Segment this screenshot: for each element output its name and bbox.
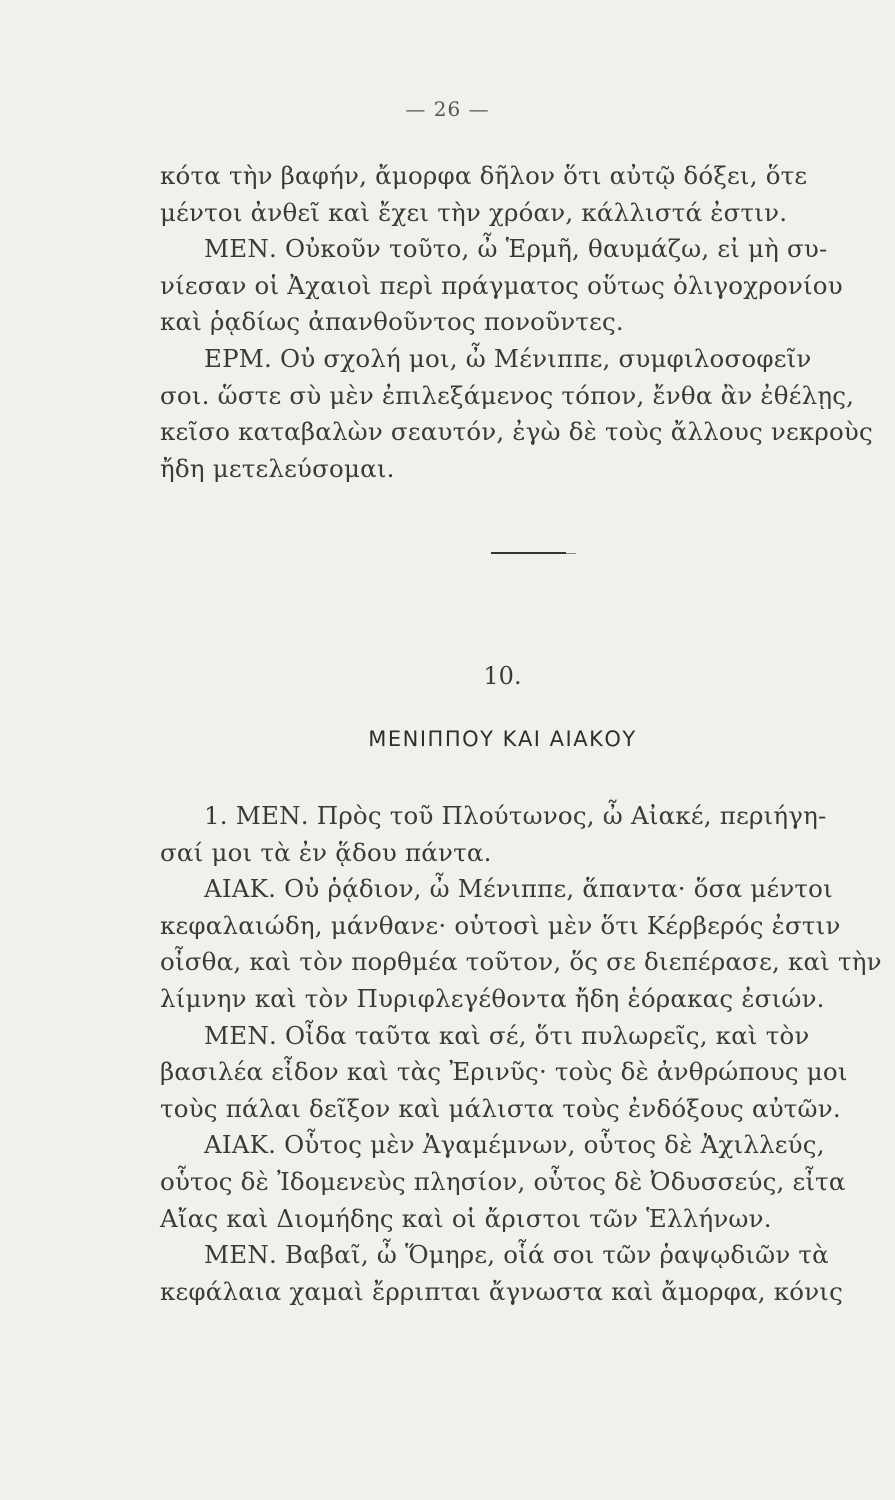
section-title: ΜΕΝΙΠΠΟΥ ΚΑΙ ΑΙΑΚΟΥ	[368, 727, 637, 751]
text-block-dialogue	[160, 798, 882, 1310]
text-line: νίεσαν οἱ Ἀχαιοὶ περὶ πράγματος οὕτως ὀλιγοχρονίου	[160, 270, 843, 300]
text-line: ΑΙΑΚ. Οὐ ῥᾴδιον, ὦ Μένιππε, ἅπαντα· ὅσα μέντοι	[204, 874, 833, 904]
text-line: ΜΕΝ. Οἶδα ταῦτα καὶ σέ, ὅτι πυλωρεῖς, καὶ τὸν	[204, 1020, 810, 1050]
text-line: σαί μοι τὰ ἐν ᾅδου πάντα.	[160, 837, 492, 867]
section-number: 10.	[483, 662, 522, 690]
text-line: οὗτος δὲ Ἰδομενεὺς πλησίον, οὗτος δὲ Ὀδυσσεύς, εἶτα	[160, 1166, 846, 1196]
text-line: ΕΡΜ. Οὐ σχολή μοι, ὦ Μένιππε, συμφιλοσοφεῖν	[204, 343, 812, 373]
text-line: καὶ ῥᾳδίως ἀπανθοῦντος πονοῦντες.	[160, 307, 624, 337]
text-line: κότα τὴν βαφήν, ἄμορφα δῆλον ὅτι αὐτῷ δόξει, ὅτε	[160, 161, 808, 190]
text-line: 1. ΜΕΝ. Πρὸς τοῦ Πλούτωνος, ὦ Αἰακέ, περιήγη-	[204, 801, 827, 830]
text-line: βασιλέα εἶδον καὶ τὰς Ἐρινῦς· τοὺς δὲ ἀνθρώπους μοι	[160, 1057, 848, 1087]
text-line: οἶσθα, καὶ τὸν πορθμέα τοῦτον, ὅς σε διεπέρασε, καὶ τὴν	[160, 947, 882, 977]
text-block-top	[160, 158, 873, 487]
section-divider	[491, 552, 566, 554]
text-line: λίμνην καὶ τὸν Πυριφλεγέθοντα ἤδη ἑόρακας ἐσιών.	[160, 983, 825, 1013]
text-line: ἤδη μετελεύσομαι.	[160, 453, 395, 483]
text-line: μέντοι ἀνθεῖ καὶ ἔχει τὴν χρόαν, κάλλιστά ἐστιν.	[160, 197, 788, 227]
page-number: — 26 —	[405, 97, 490, 121]
text-line: Αἴας καὶ Διομήδης καὶ οἱ ἄριστοι τῶν Ἑλλήνων.	[160, 1203, 772, 1233]
section-divider-tail	[566, 553, 576, 554]
text-line: τοὺς πάλαι δεῖξον καὶ μάλιστα τοὺς ἐνδόξους αὐτῶν.	[160, 1093, 841, 1123]
text-line: κεῖσο καταβαλὼν σεαυτόν, ἐγὼ δὲ τοὺς ἄλλους νεκροὺς	[160, 417, 873, 447]
text-line: σοι. ὥστε σὺ μὲν ἐπιλεξάμενος τόπον, ἔνθα ἂν ἐθέλῃς,	[160, 380, 855, 410]
text-line: ΜΕΝ. Οὐκοῦν τοῦτο, ὦ Ἑρμῆ, θαυμάζω, εἰ μὴ συ-	[204, 234, 828, 264]
text-line: ΑΙΑΚ. Οὗτος μὲν Ἀγαμέμνων, οὗτος δὲ Ἀχιλλεύς,	[204, 1130, 825, 1160]
text-line: κεφαλαιώδη, μάνθανε· οὑτοσὶ μὲν ὅτι Κέρβερός ἐστιν	[160, 910, 841, 940]
text-line: κεφάλαια χαμαὶ ἔρριπται ἄγνωστα καὶ ἄμορφα, κόνις	[160, 1276, 844, 1306]
text-line: ΜΕΝ. Βαβαῖ, ὦ Ὅμηρε, οἷά σοι τῶν ῥαψῳδιῶν τὰ	[204, 1240, 829, 1270]
